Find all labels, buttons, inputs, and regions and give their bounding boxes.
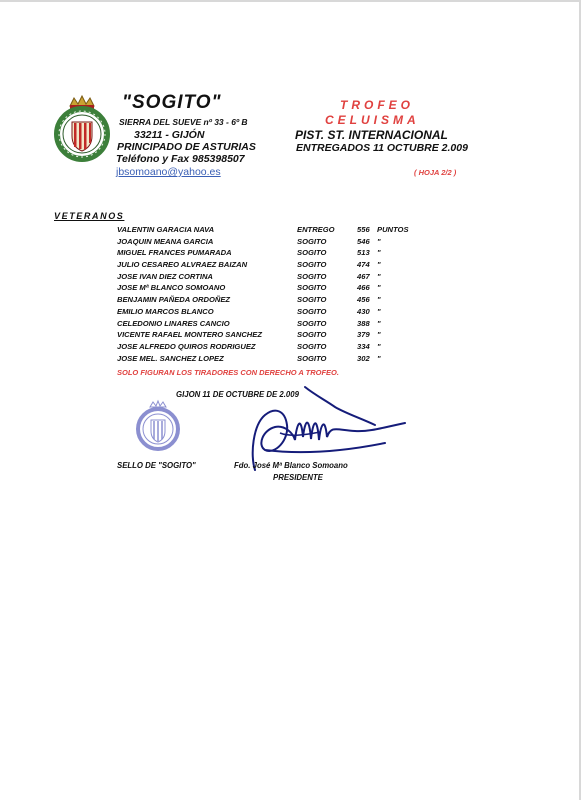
trophy-name: CELUISMA: [325, 113, 420, 127]
shooter-club: SOGITO: [297, 283, 327, 293]
points-unit: ": [377, 260, 381, 270]
shooter-name: MIGUEL FRANCES PUMARADA: [117, 248, 232, 258]
club-postal-city: 33211 - GIJÓN: [134, 129, 205, 141]
trophy-delivered-date: ENTREGADOS 11 OCTUBRE 2.009: [296, 142, 468, 154]
shooter-name: JOSE ALFREDO QUIROS RODRIGUEZ: [117, 341, 256, 351]
shooter-name: VALENTIN GARACIA NAVA: [117, 225, 215, 234]
club-seal-stamp: [134, 399, 182, 453]
shooter-name: BENJAMIN PAÑEDA ORDOÑEZ: [117, 295, 231, 305]
club-email-link[interactable]: jbsomoano@yahoo.es: [116, 166, 221, 178]
shooter-name: JOSE MEL. SANCHEZ LOPEZ: [117, 353, 224, 363]
shooter-club: SOGITO: [297, 271, 327, 281]
signer-role: PRESIDENTE: [273, 473, 323, 482]
president-signature: [245, 385, 425, 485]
place-date: GIJON 11 DE OCTUBRE DE 2.009: [176, 390, 299, 399]
club-name: "SOGITO": [122, 92, 222, 113]
shooter-club: SOGITO: [297, 353, 327, 363]
shooter-club: SOGITO: [297, 330, 327, 340]
shooter-points: 334: [357, 341, 370, 351]
club-address: SIERRA DEL SUEVE nº 33 - 6º B: [119, 117, 248, 127]
club-crest-logo: [50, 92, 114, 162]
sheet-number: ( HOJA 2/2 ): [414, 168, 457, 177]
shooter-club: SOGITO: [297, 260, 327, 270]
shooter-name: CELEDONIO LINARES CANCIO: [117, 318, 230, 328]
shooter-points: 302: [357, 353, 370, 363]
trophy-title: TROFEO: [340, 98, 414, 112]
points-unit: ": [377, 330, 381, 340]
shooter-club: SOGITO: [297, 295, 327, 305]
signer-name: Fdo. José Mª Blanco Somoano: [234, 461, 348, 470]
shooter-club: SOGITO: [297, 248, 327, 258]
shooter-points: 556: [357, 225, 370, 234]
shooter-points: 546: [357, 236, 370, 246]
points-unit: ": [377, 306, 381, 316]
shooter-points: 379: [357, 330, 370, 340]
shooter-points: 474: [357, 260, 370, 270]
points-unit: ": [377, 271, 381, 281]
shooter-points: 466: [357, 283, 370, 293]
scan-edge-top: [0, 0, 581, 2]
category-heading: VETERANOS: [54, 211, 125, 221]
trophy-eligibility-note: SOLO FIGURAN LOS TIRADORES CON DERECHO A TROFEO.: [117, 368, 339, 377]
shooter-club: ENTREGO: [297, 225, 335, 234]
club-phone: Teléfono y Fax 985398507: [116, 153, 245, 165]
shooter-club: SOGITO: [297, 318, 327, 328]
points-unit: ": [377, 341, 381, 351]
points-unit: ": [377, 283, 381, 293]
stamp-label: SELLO DE "SOGITO": [117, 461, 196, 470]
shooter-points: 456: [357, 295, 370, 305]
points-unit: ": [377, 236, 381, 246]
points-unit: ": [377, 318, 381, 328]
shooter-name: VICENTE RAFAEL MONTERO SANCHEZ: [117, 330, 262, 340]
shooter-points: 388: [357, 318, 370, 328]
points-unit: ": [377, 248, 381, 258]
points-unit: ": [377, 295, 381, 305]
shooter-points: 513: [357, 248, 370, 258]
points-unit: PUNTOS: [377, 225, 409, 234]
shooter-club: SOGITO: [297, 341, 327, 351]
shooter-name: JOSE IVAN DIEZ CORTINA: [117, 271, 213, 281]
shooter-name: JOSE Mª BLANCO SOMOANO: [117, 283, 226, 293]
shooter-points: 430: [357, 306, 370, 316]
points-unit: ": [377, 353, 381, 363]
shooter-points: 467: [357, 271, 370, 281]
shooter-name: JULIO CESAREO ALVRAEZ BAIZAN: [117, 260, 248, 270]
shooter-club: SOGITO: [297, 236, 327, 246]
shooter-name: JOAQUIN MEANA GARCIA: [117, 236, 214, 246]
shooter-name: EMILIO MARCOS BLANCO: [117, 306, 214, 316]
shooter-club: SOGITO: [297, 306, 327, 316]
trophy-event: PIST. ST. INTERNACIONAL: [295, 128, 448, 142]
club-region: PRINCIPADO DE ASTURIAS: [117, 141, 256, 153]
